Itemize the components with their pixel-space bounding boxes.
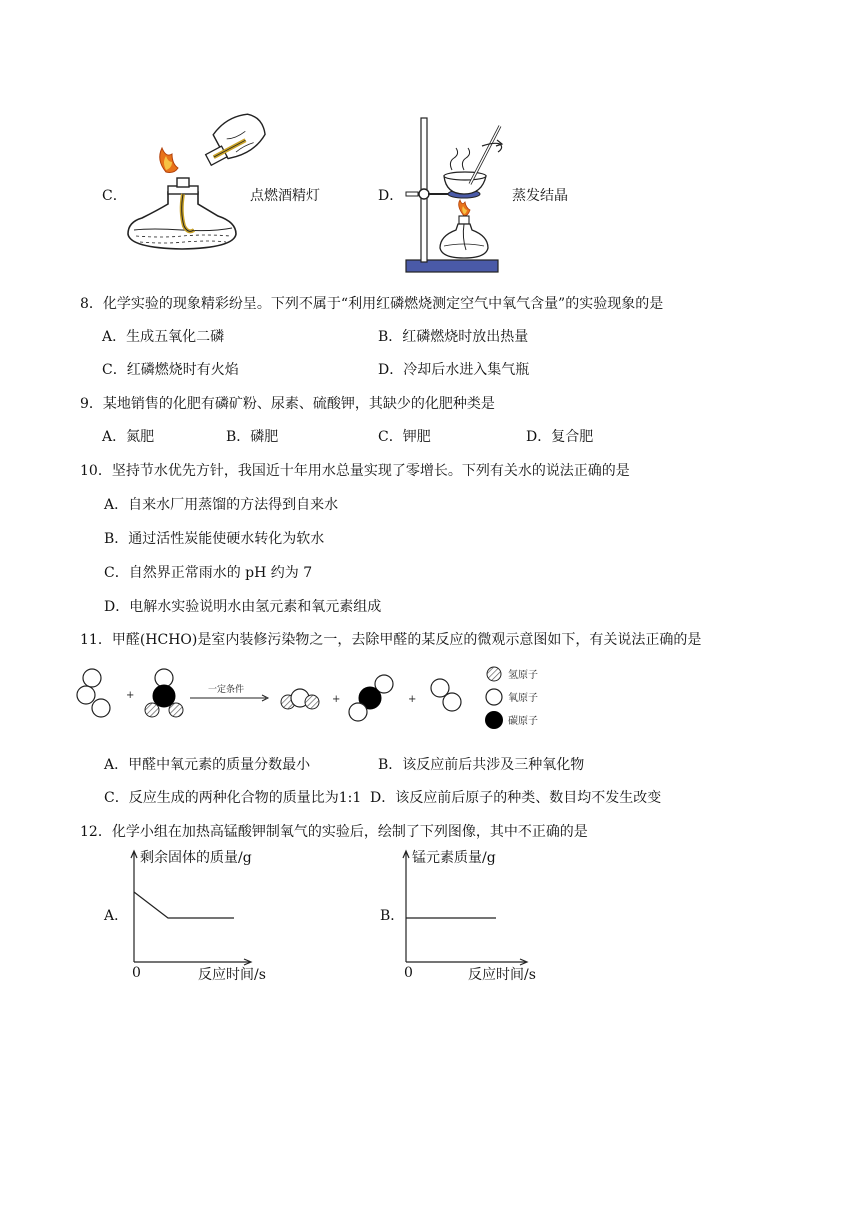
q8-stem: 8．化学实验的现象精彩纷呈。下列不属于“利用红磷燃烧测定空气中氧气含量”的实验现象的是 (80, 296, 664, 312)
atom-legend (485, 667, 538, 729)
graph-a-ylabel: 剩余固体的质量/g (140, 850, 252, 866)
q12-stem: 12．化学小组在加热高锰酸钾制氧气的实验后，绘制了下列图像，其中不正确的是 (80, 824, 588, 840)
q9-option-b: B．磷肥 (226, 429, 279, 445)
graph-a-label: A． (104, 908, 129, 924)
q8-option-c: C．红磷燃烧时有火焰 (102, 362, 239, 378)
q10-option-d: D．电解水实验说明水由氢元素和氧元素组成 (104, 599, 382, 615)
q9-option-c: C．钾肥 (378, 429, 431, 445)
graph-b-ylabel: 锰元素质量/g (412, 850, 496, 866)
q11-option-c: C．反应生成的两种化合物的质量比为1:1 (104, 790, 362, 806)
q8-option-d: D．冷却后水进入集气瓶 (378, 362, 530, 378)
reaction-micro-diagram (74, 662, 574, 726)
product-oxygen-molecule (431, 679, 461, 711)
graph-a-xlabel: 反应时间/s (198, 967, 266, 983)
graph-a-curve (134, 892, 234, 918)
option-d-label: D． (378, 188, 404, 204)
reactant-formaldehyde-molecule (145, 669, 183, 717)
product-water-molecule (281, 689, 319, 709)
q11-option-b: B．该反应前后共涉及三种氧化物 (378, 757, 585, 773)
plus-sign-2: + (332, 694, 341, 705)
legend-carbon: 碳原子 (508, 716, 538, 727)
q9-option-d: D．复合肥 (526, 429, 594, 445)
graph-b-label: B． (380, 908, 405, 924)
q9-option-a: A．氮肥 (102, 429, 155, 445)
alcohol-lamp-lighting-figure (122, 130, 252, 252)
q11-option-a: A．甲醛中氧元素的质量分数最小 (104, 757, 311, 773)
graph-a-origin: 0 (132, 965, 141, 981)
option-c-label: C． (102, 188, 127, 204)
graph-a-plot (126, 848, 256, 968)
q9-stem: 9．某地销售的化肥有磷矿粉、尿素、硫酸钾，其缺少的化肥种类是 (80, 396, 495, 412)
q8-option-a: A．生成五氧化二磷 (102, 329, 225, 345)
legend-oxygen: 氧原子 (508, 693, 538, 704)
legend-hydrogen: 氢原子 (508, 670, 538, 681)
option-c-caption: 点燃酒精灯 (250, 188, 320, 204)
reactant-oxygen-molecule (77, 669, 110, 717)
evaporation-crystallization-figure (404, 116, 504, 276)
q8-option-b: B．红磷燃烧时放出热量 (378, 329, 529, 345)
reaction-condition: 一定条件 (208, 685, 245, 695)
plus-sign-3: + (408, 694, 417, 705)
product-carbon-dioxide-molecule (349, 675, 393, 721)
q10-option-b: B．通过活性炭能使硬水转化为软水 (104, 531, 325, 547)
q11-option-d: D．该反应前后原子的种类、数目均不发生改变 (370, 790, 662, 806)
option-d-caption: 蒸发结晶 (512, 188, 568, 204)
graph-b-plot (398, 848, 533, 968)
q10-option-c: C．自然界正常雨水的 pH 约为 7 (104, 565, 313, 581)
plus-sign-1: + (126, 690, 135, 701)
graph-b-origin: 0 (404, 965, 413, 981)
q10-option-a: A．自来水厂用蒸馏的方法得到自来水 (104, 497, 339, 513)
q11-stem: 11．甲醛(HCHO)是室内装修污染物之一，去除甲醛的某反应的微观示意图如下，有关说法正确的是 (80, 632, 702, 648)
graph-b-xlabel: 反应时间/s (468, 967, 536, 983)
q10-stem: 10．坚持节水优先方针，我国近十年用水总量实现了零增长。下列有关水的说法正确的是 (80, 463, 630, 479)
